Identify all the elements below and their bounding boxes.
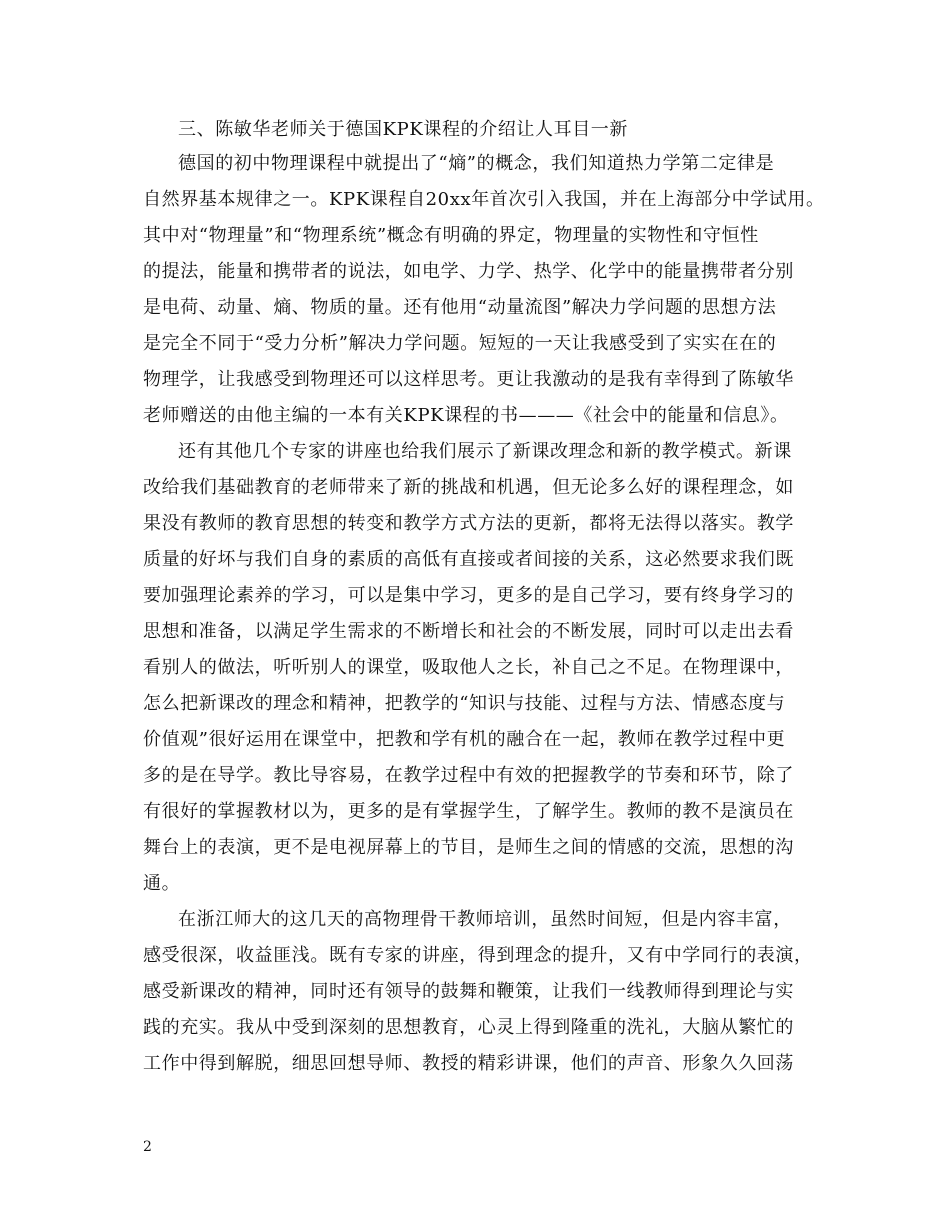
- paragraph-line: 的提法，能量和携带者的说法，如电学、力学、热学、化学中的能量携带者分别: [143, 261, 794, 282]
- paragraph-line: 老师赠送的由他主编的一本有关KPK课程的书———《社会中的能量和信息》。: [143, 405, 789, 426]
- paragraph-line: 价值观”很好运用在课堂中，把教和学有机的融合在一起，教师在教学过程中更: [143, 729, 786, 750]
- paragraph-line: 改给我们基础教育的老师带来了新的挑战和机遇，但无论多么好的课程理念，如: [143, 477, 794, 498]
- paragraph-line: 质量的好坏与我们自身的素质的高低有直接或者间接的关系，这必然要求我们既: [143, 549, 794, 570]
- paragraph-line: 舞台上的表演，更不是电视屏幕上的节目，是师生之间的情感的交流，思想的沟: [143, 837, 794, 858]
- paragraph-line: 物理学，让我感受到物理还可以这样思考。更让我激动的是我有幸得到了陈敏华: [143, 369, 794, 390]
- paragraph-line: 要加强理论素养的学习，可以是集中学习，更多的是自己学习，要有终身学习的: [143, 585, 794, 606]
- paragraph-line: 是电荷、动量、熵、物质的量。还有他用“动量流图”解决力学问题的思想方法: [143, 297, 777, 318]
- paragraph-line: 感受新课改的精神，同时还有领导的鼓舞和鞭策，让我们一线教师得到理论与实: [143, 981, 794, 1002]
- paragraph-line: 还有其他几个专家的讲座也给我们展示了新课改理念和新的教学模式。新课: [178, 441, 792, 462]
- paragraph-line: 在浙江师大的这几天的高物理骨干教师培训，虽然时间短，但是内容丰富，: [178, 909, 792, 930]
- paragraph-line: 感受很深，收益匪浅。既有专家的讲座，得到理念的提升，又有中学同行的表演，: [143, 945, 813, 966]
- paragraph-line: 自然界基本规律之一。KPK课程自20xx年首次引入我国，并在上海部分中学试用。: [143, 189, 825, 210]
- paragraph-line: 是完全不同于“受力分析”解决力学问题。短短的一天让我感受到了实实在在的: [143, 333, 777, 354]
- paragraph-line: 践的充实。我从中受到深刻的思想教育，心灵上得到隆重的洗礼，大脑从繁忙的: [143, 1017, 794, 1038]
- paragraph-line: 果没有教师的教育思想的转变和教学方式方法的更新，都将无法得以落实。教学: [143, 513, 794, 534]
- paragraph-line: 有很好的掌握教材以为，更多的是有掌握学生，了解学生。教师的教不是演员在: [143, 801, 794, 822]
- paragraph-line: 通。: [143, 873, 181, 894]
- page-number: 2: [143, 1139, 152, 1155]
- paragraph-line: 怎么把新课改的理念和精神，把教学的“知识与技能、过程与方法、情感态度与: [143, 693, 786, 714]
- section-heading: 三、陈敏华老师关于德国KPK课程的介绍让人耳目一新: [178, 119, 629, 140]
- paragraph-line: 多的是在导学。教比导容易，在教学过程中有效的把握教学的节奏和环节，除了: [143, 765, 794, 786]
- paragraph-line: 其中对“物理量”和“物理系统”概念有明确的界定，物理量的实物性和守恒性: [143, 225, 759, 246]
- paragraph-line: 德国的初中物理课程中就提出了“熵”的概念，我们知道热力学第二定律是: [178, 153, 775, 174]
- paragraph-line: 思想和准备，以满足学生需求的不断增长和社会的不断发展，同时可以走出去看: [143, 621, 794, 642]
- paragraph-line: 工作中得到解脱，细思回想导师、教授的精彩讲课，他们的声音、形象久久回荡: [143, 1053, 794, 1074]
- paragraph-line: 看别人的做法，听听别人的课堂，吸取他人之长，补自己之不足。在物理课中，: [143, 657, 794, 678]
